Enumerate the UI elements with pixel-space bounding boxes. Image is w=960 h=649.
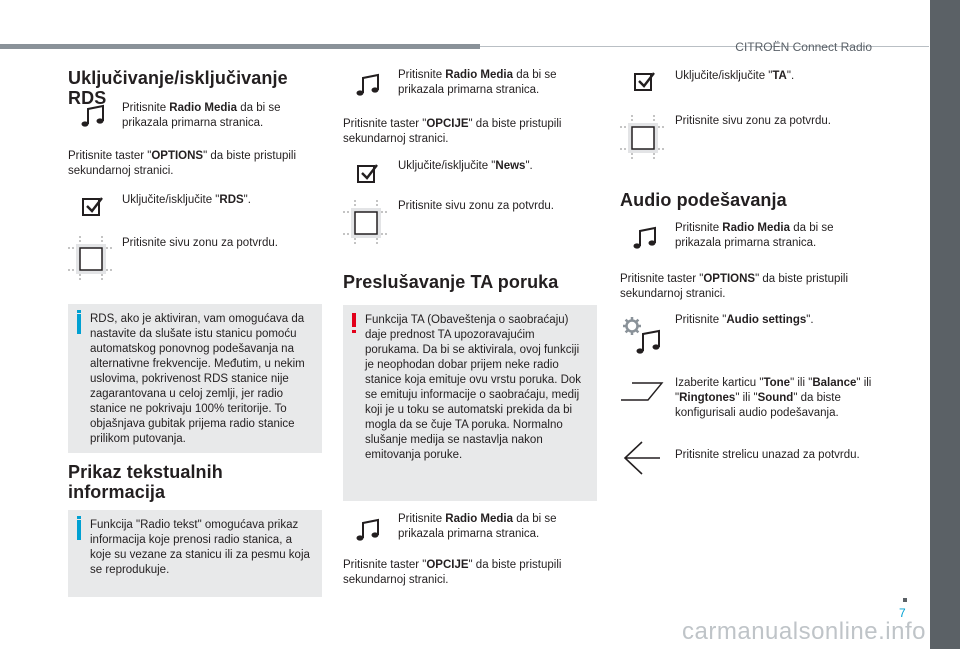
step-radio-media-2: Pritisnite Radio Media da bi se prikazala primarna stranica. [398,513,557,540]
step-radio-media: Pritisnite Radio Media da bi se prikazala primarna stranica. [122,102,281,129]
music-note-icon [353,73,387,99]
music-note-icon [630,226,664,252]
step-back-arrow: Pritisnite strelicu unazad za potvrdu. [675,449,860,461]
info-icon [77,310,81,313]
page-edge-bar [930,0,960,649]
info-text-radio-text: Funkcija "Radio tekst" omogućava prikaz informacija koje prenosi radio stanica, a koje su vezane za stanicu ili za pesmu koja se reprodukuje. [90,519,310,576]
step-radio-media: Pritisnite Radio Media da bi se prikazala primarna stranica. [675,222,834,249]
heading-text-info: Prikaz tekstualnih informacija [68,462,223,502]
step-grey-zone: Pritisnite sivu zonu za potvrdu. [398,200,554,212]
step-radio-media: Pritisnite Radio Media da bi se prikazala primarna stranica. [398,69,557,96]
heading-rds: Uključivanje/isključivanje RDS [68,68,288,108]
heading-ta: Preslušavanje TA poruka [343,272,559,292]
warning-text-ta: Funkcija TA (Obaveštenja o saobraćaju) daje prednost TA upozoravajućim porukama. Da bi se aktivirala, ovoj funkciji je neophodan dobar prijem neke radio stanice koja emituje ovu vrstu poruka. Dok se emituju informacije o saobraćaju, medij koji je u toku se automatski prekida da bi mogla da se čuje TA poruka. Normalno slušanje medija se nastavlja nakon emitovanja poruke. [365,314,582,461]
gear-music-icon [622,316,664,356]
grey-zone-icon [620,115,666,161]
step-select-tab: Izaberite karticu "Tone" ili "Balance" ili "Ringtones" ili "Sound" da biste konfigurisali audio podešavanja. [675,377,872,419]
step-audio-settings: Pritisnite "Audio settings". [675,314,814,326]
info-bar [77,520,81,540]
end-mark [903,598,907,602]
tab-icon [620,380,664,402]
header-rule-thick [0,44,480,49]
step-toggle-ta: Uključite/isključite "TA". [675,70,795,82]
info-text-rds: RDS, ako je aktiviran, vam omogućava da nastavite da slušate istu stanicu pomoću automatskog ponovnog podešavanja na alternativne frekvencije. Međutim, u nekim uslovima, pokrivenost RDS stanice nije zagarantovana u celoj zemlji, jer radio stanice ne pokrivaju 100% teritorije. To objašnjava gubitak prijema radio stanice prilikom putovanja. [90,313,305,445]
warning-box-ta [343,305,597,501]
checkbox-check-icon [634,70,656,92]
checkbox-check-icon [357,162,379,184]
step-grey-zone: Pritisnite sivu zonu za potvrdu. [122,237,278,249]
back-arrow-icon [622,440,662,476]
step-opcije-2: Pritisnite taster "OPCIJE" da biste pristupili sekundarnoj stranici. [343,559,562,586]
step-toggle-rds: Uključite/isključite "RDS". [122,194,251,206]
page-number: 7 [899,606,906,620]
music-note-icon [353,518,387,544]
info-box-radio-text [68,510,322,597]
info-box-rds [68,304,322,453]
step-options: Pritisnite taster "OPTIONS" da biste pristupili sekundarnoj stranici. [620,273,849,300]
step-grey-zone: Pritisnite sivu zonu za potvrdu. [675,115,831,127]
grey-zone-icon [68,236,114,282]
info-icon [77,516,81,519]
warning-dot [352,330,356,333]
grey-zone-icon [343,200,389,246]
info-bar [77,314,81,334]
warning-icon [352,313,356,327]
step-options: Pritisnite taster "OPTIONS" da biste pristupili sekundarnoj stranici. [68,150,297,177]
step-opcije: Pritisnite taster "OPCIJE" da biste pristupili sekundarnoj stranici. [343,118,562,145]
heading-audio: Audio podešavanja [620,190,787,210]
checkbox-check-icon [82,195,104,217]
watermark: carmanualsonline.info [682,618,926,645]
header-title: CITROËN Connect Radio [735,40,872,54]
music-note-icon [78,104,112,130]
step-toggle-news: Uključite/isključite "News". [398,160,533,172]
